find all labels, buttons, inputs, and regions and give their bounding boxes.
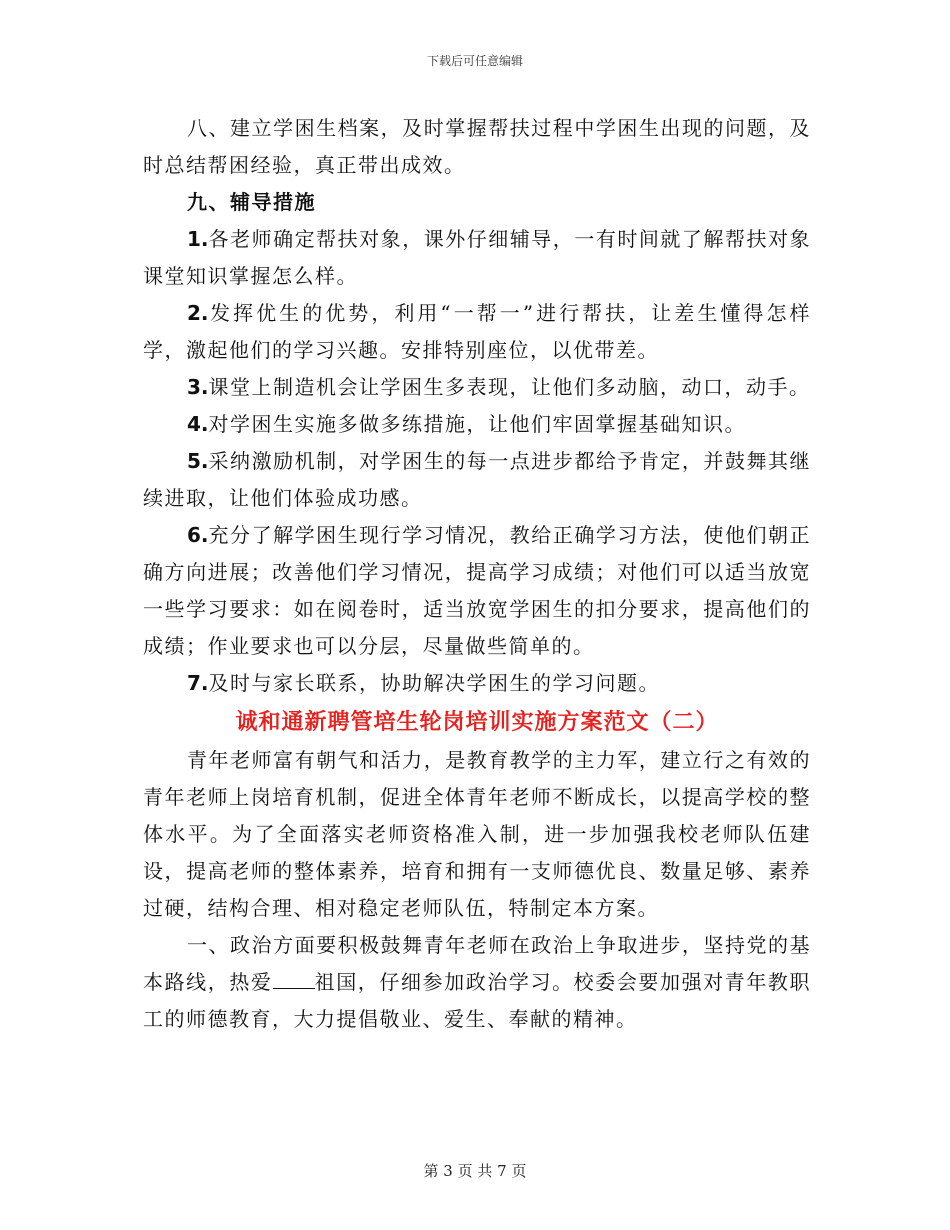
measure-number: 5.	[187, 449, 209, 473]
politics-paragraph	[143, 927, 811, 1038]
measure-text: 采纳激励机制，对学困生的每一点进步都给予肯定，并鼓舞其继续进取，让他们体验成功感。	[143, 449, 811, 510]
measure-text: 对学困生实施多做多练措施，让他们牢固掌握基础知识。	[208, 412, 747, 436]
measure-number: 6.	[187, 523, 209, 547]
measure-text: 课堂上制造机会让学困生多表现，让他们多动脑，动口，动手。	[208, 375, 811, 399]
measure-text: 及时与家长联系，协助解决学困生的学习问题。	[208, 671, 661, 695]
header-note: 下载后可任意编辑	[426, 54, 523, 68]
paragraph-item-8: 八、建立学困生档案，及时掌握帮扶过程中学困生出现的问题，及时总结帮困经验，真正带出成效。	[143, 116, 811, 177]
measure-number: 3.	[187, 375, 209, 399]
measure-text: 各老师确定帮扶对象，课外仔细辅导，一有时间就了解帮扶对象课堂知识掌握怎么样。	[143, 227, 811, 288]
fill-in-blank	[273, 968, 315, 989]
measures-list	[143, 221, 811, 702]
politics-text-after: 祖国，仔细参加政治学习。校委会要加强对青年教职工的师德教育，大力提倡敬业、爱生、奉献的精神。	[143, 970, 812, 1031]
section-9-heading: 九、辅导措施	[187, 190, 316, 214]
measure-number: 1.	[187, 227, 209, 251]
measure-item	[143, 665, 811, 702]
measure-item	[143, 369, 811, 406]
measure-item	[143, 406, 811, 443]
politics-text-before: 一、政治方面要积极鼓舞青年老师在政治上争取进步，坚持党的基本路线，热爱	[143, 933, 811, 994]
measure-item	[143, 443, 811, 517]
document-body	[143, 110, 811, 1038]
measure-item	[143, 517, 811, 665]
measure-item	[143, 295, 811, 369]
measure-number: 4.	[187, 412, 209, 436]
measure-number: 2.	[187, 301, 209, 325]
section-title: 诚和通新聘管培生轮岗培训实施方案范文（二）	[235, 710, 719, 735]
measure-number: 7.	[187, 671, 209, 695]
measure-text: 充分了解学困生现行学习情况，教给正确学习方法，使他们朝正确方向进展；改善他们学习情况，提高学习成绩；对他们可以适当放宽一些学习要求：如在阅卷时，适当放宽学困生的扣分要求，提高他们的成绩；作业要求也可以分层，尽量做些简单的。	[143, 523, 811, 658]
intro-paragraph: 青年老师富有朝气和活力，是教育教学的主力军，建立行之有效的青年老师上岗培育机制，促进全体青年老师不断成长，以提高学校的整体水平。为了全面落实老师资格准入制，进一步加强我校老师队伍建设，提高老师的整体素养，培育和拥有一支师德优良、数量足够、素养过硬，结构合理、相对稳定老师队伍，特制定本方案。	[143, 748, 811, 920]
measure-text: 发挥优生的优势，利用“一帮一”进行帮扶，让差生懂得怎样学，激起他们的学习兴趣。安排特别座位，以优带差。	[143, 301, 811, 362]
measure-item	[143, 221, 811, 295]
page-footer: 第 3 页 共 7 页	[423, 1162, 527, 1180]
